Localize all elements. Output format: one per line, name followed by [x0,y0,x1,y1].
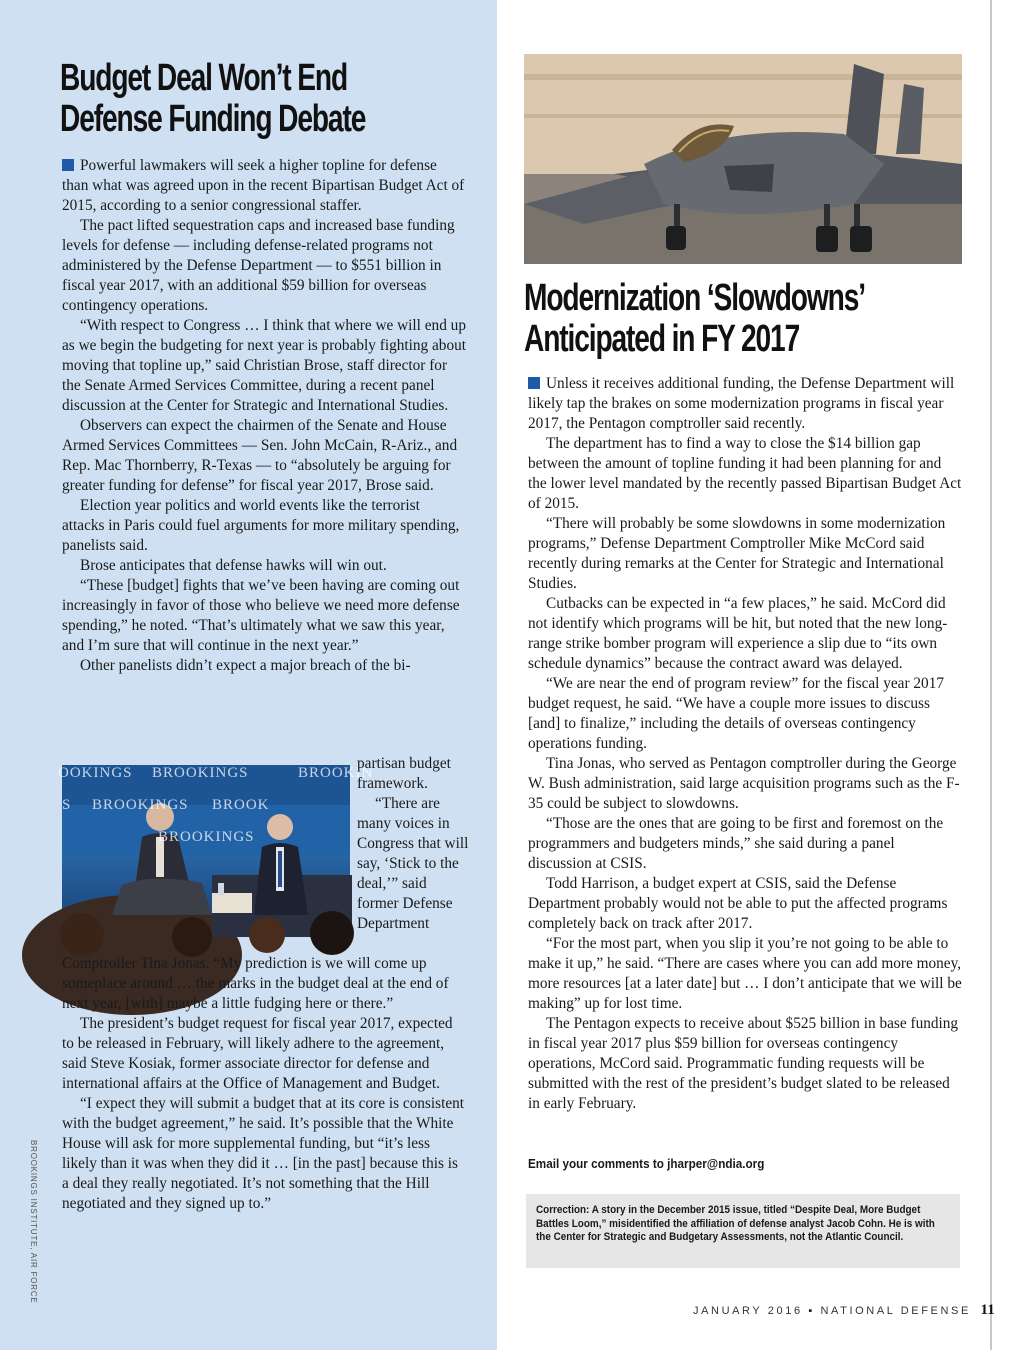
article-paragraph [62,496,466,556]
article-paragraph [528,374,962,434]
photo-credit: BROOKINGS INSTITUTE, AIR FORCE [29,1140,38,1304]
footer-magazine: NATIONAL DEFENSE [820,1305,971,1317]
paragraph-text: Todd Harrison, a budget expert at CSIS, said the Defense Department probably would not be able to put the affected programs completely back on track after 2017. [528,875,948,932]
left-article-wrap-text [357,754,469,934]
article-paragraph [62,656,466,676]
paragraph-text: Unless it receives additional funding, the Defense Department will likely tap the brakes on some modernization programs in fiscal year 2017, the Pentagon comptroller said recently. [528,375,955,432]
backdrop-text: S [62,797,72,813]
brookings-panel-photo [58,765,374,937]
backdrop-text: BROOKINGS [152,765,249,781]
correction-text: Correction: A story in the December 2015 issue, titled “Despite Deal, More Budget Battles Loom,” misidentified the affiliation of defense analyst Jacob Cohn. He is with the Center for Strategic and Budgetary Assessments, not the Atlantic Council. [536,1204,935,1243]
page-number: 11 [980,1302,995,1318]
footer-issue: JANUARY 2016 [693,1305,803,1317]
paragraph-text: The pact lifted sequestration caps and increased base funding levels for defense — including defense-related programs not administered by the Defense Department — to $551 billion in fiscal year 2017, with an additional $59 billion for overseas contingency operations. [62,217,455,314]
footer-bullet: ▪ [808,1305,815,1317]
left-article-headline: Budget Deal Won’t End Defense Funding Debate [60,57,366,141]
wrap-paragraph: partisan budget framework. [357,755,451,792]
article-paragraph: Comptroller Tina Jonas. “My prediction is we will come up someplace around … the marks in the budget deal at the end of next year, [with] maybe a little fudging here or there.” [62,955,449,1012]
article-paragraph [528,874,962,934]
left-article-body-bottom [62,954,466,1214]
article-paragraph: The president’s budget request for fiscal year 2017, expected to be released in February, will likely adhere to the agreement, said Steve Kosiak, former associate director for defense and international affairs at the Office of Management and Budget. [62,1015,453,1092]
paragraph-text: “Those are the ones that are going to be first and foremost on the programmers and budgeters minds,” she said during a panel discussion at CSIS. [528,815,944,872]
article-paragraph [528,594,962,674]
article-paragraph [528,934,962,1014]
article-paragraph [62,576,466,656]
article-paragraph [62,556,466,576]
section-bullet-square [62,159,74,171]
paragraph-text: “For the most part, when you slip it you’re not going to be able to make it up,” he said. “There are cases where you can add more money, more resources [at a later date] but … I don’t anticipate that we will be making” up for lost time. [528,935,962,1012]
page-footer [693,1302,995,1319]
page-edge-rule [990,0,992,1350]
article-paragraph: “I expect they will submit a budget that at its core is consistent with the budget agreement,” he said. It’s possible that the White House will ask for more supplemental funding, but “it’s less likely than it was when they did it … [in the past] because this is a deal they really negotiated. It’s not something that the Hill negotiated and they signed up to.” [62,1095,465,1212]
backdrop-text: BROOK [212,797,270,813]
paragraph-text: Tina Jonas, who served as Pentagon comptroller during the George W. Bush administration, said large acquisition programs such as the F-35 could be subject to slowdowns. [528,755,960,812]
backdrop-text: BROOKINGS [158,829,255,845]
wrap-quote: “There are many voices in Congress that will say, ‘Stick to the deal,’” said former Defense Department [357,795,469,932]
paragraph-text: “With respect to Congress … I think that where we will end up as we begin the budgeting for next year is probably fighting about moving that topline up,” said Christian Brose, staff director for the Senate Armed Services Committee, during a recent panel discussion at the Center for Strategic and International Studies. [62,317,466,414]
left-article-body-top [62,156,466,676]
right-article-body [528,374,962,1114]
paragraph-text: “These [budget] fights that we’ve been having are coming out increasingly in favor of those who believe we need more defense spending,” he noted. “That’s ultimately what we saw this year, and I’m sure that will continue in the next year.” [62,577,460,654]
paragraph-text: Powerful lawmakers will seek a higher topline for defense than what was agreed upon in the recent Bipartisan Budget Act of 2015, according to a senior congressional staffer. [62,157,465,214]
right-article-headline: Modernization ‘Slowdowns’ Anticipated in FY 2017 [524,277,865,361]
paragraph-text: Brose anticipates that defense hawks will win out. [80,557,387,574]
paragraph-text: Other panelists didn’t expect a major breach of the bi- [80,657,411,674]
article-paragraph [62,216,466,316]
article-paragraph [528,434,962,514]
article-paragraph [528,514,962,594]
paragraph-text: The Pentagon expects to receive about $525 billion in base funding in fiscal year 2017 plus $59 billion for overseas contingency operations, McCord said. Programmatic funding requests will be submitted with the rest of the president’s budget slated to be released in early February. [528,1015,959,1112]
paragraph-text: Observers can expect the chairmen of the Senate and House Armed Services Committees — Sen. John McCain, R-Ariz., and Rep. Mac Thornberry, R-Texas — to “absolutely be arguing for greater funding for defense” for fiscal year 2017, Brose said. [62,417,458,494]
backdrop-text: BROOKIN [298,765,374,781]
correction-box [526,1194,960,1268]
article-paragraph [528,1014,962,1114]
backdrop-text: BROOKINGS [92,797,189,813]
email-comments-line: Email your comments to jharper@ndia.org [528,1156,765,1171]
paragraph-text: Cutbacks can be expected in “a few places,” he said. McCord did not identify which programs will be hit, but noted that the new long-range strike bomber program will experience a slip due to “its own schedule dynamics” because the contract award was delayed. [528,595,948,672]
backdrop-text: OOKINGS [58,765,133,781]
article-paragraph [528,754,962,814]
article-paragraph [528,674,962,754]
paragraph-text: Election year politics and world events like the terrorist attacks in Paris could fuel arguments for more military spending, panelists said. [62,497,460,554]
paragraph-text: The department has to find a way to close the $14 billion gap between the amount of topline funding it had been planning for and the lower level mandated by the recently passed Bipartisan Budget Act of 2015. [528,435,962,512]
f35-jet-art [524,54,962,264]
f35-jet-photo [524,54,962,264]
article-paragraph [528,814,962,874]
article-paragraph [62,416,466,496]
brookings-photo-art [62,765,350,937]
paragraph-text: “There will probably be some slowdowns in some modernization programs,” Defense Department Comptroller Mike McCord said recently during remarks at the Center for Strategic and International Studies. [528,515,946,592]
article-paragraph [62,316,466,416]
section-bullet-square [528,377,540,389]
article-paragraph [62,156,466,216]
paragraph-text: “We are near the end of program review” for the fiscal year 2017 budget request, he said. “We have a couple more issues to discuss [and] to finalize,” including the details of overseas contingency operations funding. [528,675,944,752]
